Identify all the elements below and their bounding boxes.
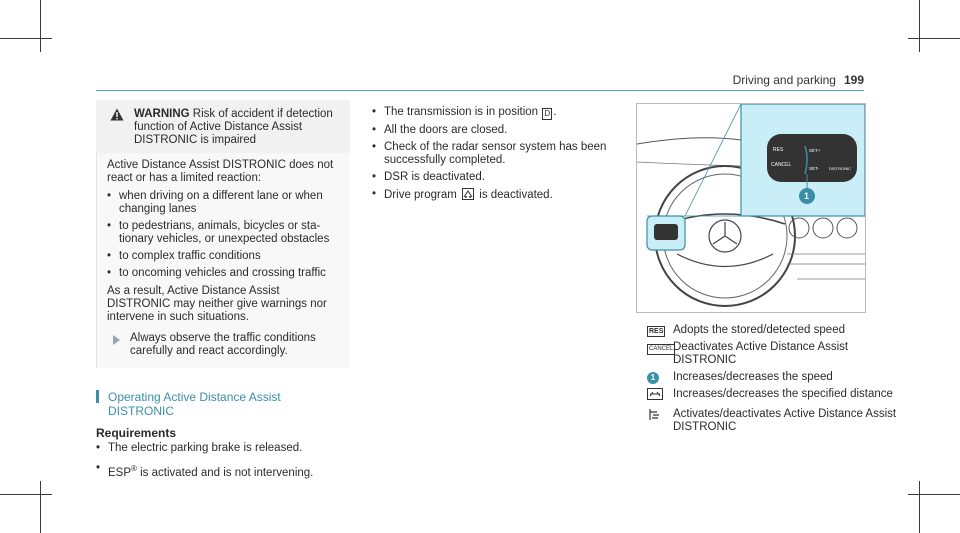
distronic-button-label: DISTRONIC — [829, 166, 851, 171]
list-item: • when driving on a different lane or when changing lanes — [107, 190, 340, 216]
legend-text: Adopts the stored/detected speed — [673, 324, 845, 336]
requirements-list — [96, 442, 350, 480]
list-item: • The transmission is in position D . — [372, 106, 612, 120]
crop-mark — [0, 38, 52, 39]
list-item: • Drive program is deactivated. — [372, 188, 612, 202]
legend-row — [647, 324, 897, 337]
running-header — [733, 73, 864, 87]
gear-d-icon: D — [542, 108, 552, 120]
res-key-icon: RES — [649, 328, 664, 335]
warning-intro: Active Distance Assist DISTRONIC does not react or has a limited reaction: — [107, 159, 334, 184]
crop-mark — [40, 0, 41, 52]
legend-row — [647, 341, 897, 367]
left-column — [96, 100, 350, 487]
list-item: • to oncoming vehicles and crossing traffic — [107, 267, 340, 280]
crop-mark — [0, 494, 52, 495]
page-number: 199 — [843, 73, 864, 87]
arrow-right-icon — [113, 335, 120, 345]
tip-text: Always observe the traffic conditions carefully and react accordingly. — [130, 332, 316, 357]
warning-box — [96, 100, 350, 368]
legend-text: Activates/deactivates Active Distance Assist DISTRONIC — [673, 408, 897, 433]
warning-tip — [107, 332, 340, 358]
list-item: • to complex traffic conditions — [107, 250, 340, 263]
conditions-list — [372, 106, 612, 202]
legend-text: Increases/decreases the speed — [673, 371, 833, 383]
offroad-program-icon — [462, 188, 474, 200]
section-title: Operating Active Distance Assist DISTRONIC — [96, 390, 350, 418]
list-item: • Check of the radar sensor system has been successfully completed. — [372, 141, 612, 167]
warning-body — [96, 153, 350, 368]
figure-legend — [647, 324, 897, 438]
legend-text: Increases/decreases the specified distance — [673, 388, 893, 400]
set-plus-button-label: SET+ — [809, 148, 821, 153]
list-item: • to pedestrians, animals, bicycles or stationary vehicles, or unexpected obstacles — [107, 220, 340, 246]
list-item: • All the doors are closed. — [372, 124, 612, 137]
warning-triangle-icon — [110, 108, 124, 121]
warning-header — [96, 100, 350, 153]
warning-list — [107, 190, 340, 280]
legend-row — [647, 371, 897, 384]
middle-column — [372, 106, 612, 207]
legend-row — [647, 408, 897, 434]
warning-label: WARNING — [134, 108, 190, 120]
legend-text: Deactivates Active Distance Assist DISTRONIC — [673, 341, 849, 366]
res-button-label: RES — [773, 147, 784, 153]
crop-mark — [908, 38, 960, 39]
list-item: • DSR is deactivated. — [372, 171, 612, 184]
warning-result: As a result, Active Distance Assist DISTRONIC may neither give warnings nor intervene in such situations. — [107, 285, 327, 323]
cancel-button-label: CANCEL — [771, 162, 792, 168]
list-item: • The electric parking brake is released. — [96, 442, 350, 455]
crop-mark — [919, 0, 920, 52]
header-section: Driving and parking — [732, 73, 836, 87]
distance-key-icon — [647, 388, 663, 400]
callout-one-icon: 1 — [647, 372, 659, 384]
steering-wheel-drawing — [637, 104, 865, 312]
list-item: • ESP® is activated and is not intervening. — [96, 462, 350, 480]
callout-number: 1 — [804, 191, 810, 201]
legend-row — [647, 388, 897, 404]
crop-mark — [919, 481, 920, 533]
cancel-key-icon: CANCEL — [647, 344, 675, 355]
steering-wheel-illustration — [636, 103, 866, 313]
crop-mark — [908, 494, 960, 495]
header-rule — [96, 90, 864, 91]
requirements-heading: Requirements — [96, 426, 177, 440]
set-minus-button-label: SET- — [809, 166, 820, 171]
crop-mark — [40, 481, 41, 533]
warning-title: Risk of accident if detection function of Active Distance Assist DISTRONIC is impaired — [134, 108, 333, 146]
distronic-key-icon — [647, 408, 661, 421]
